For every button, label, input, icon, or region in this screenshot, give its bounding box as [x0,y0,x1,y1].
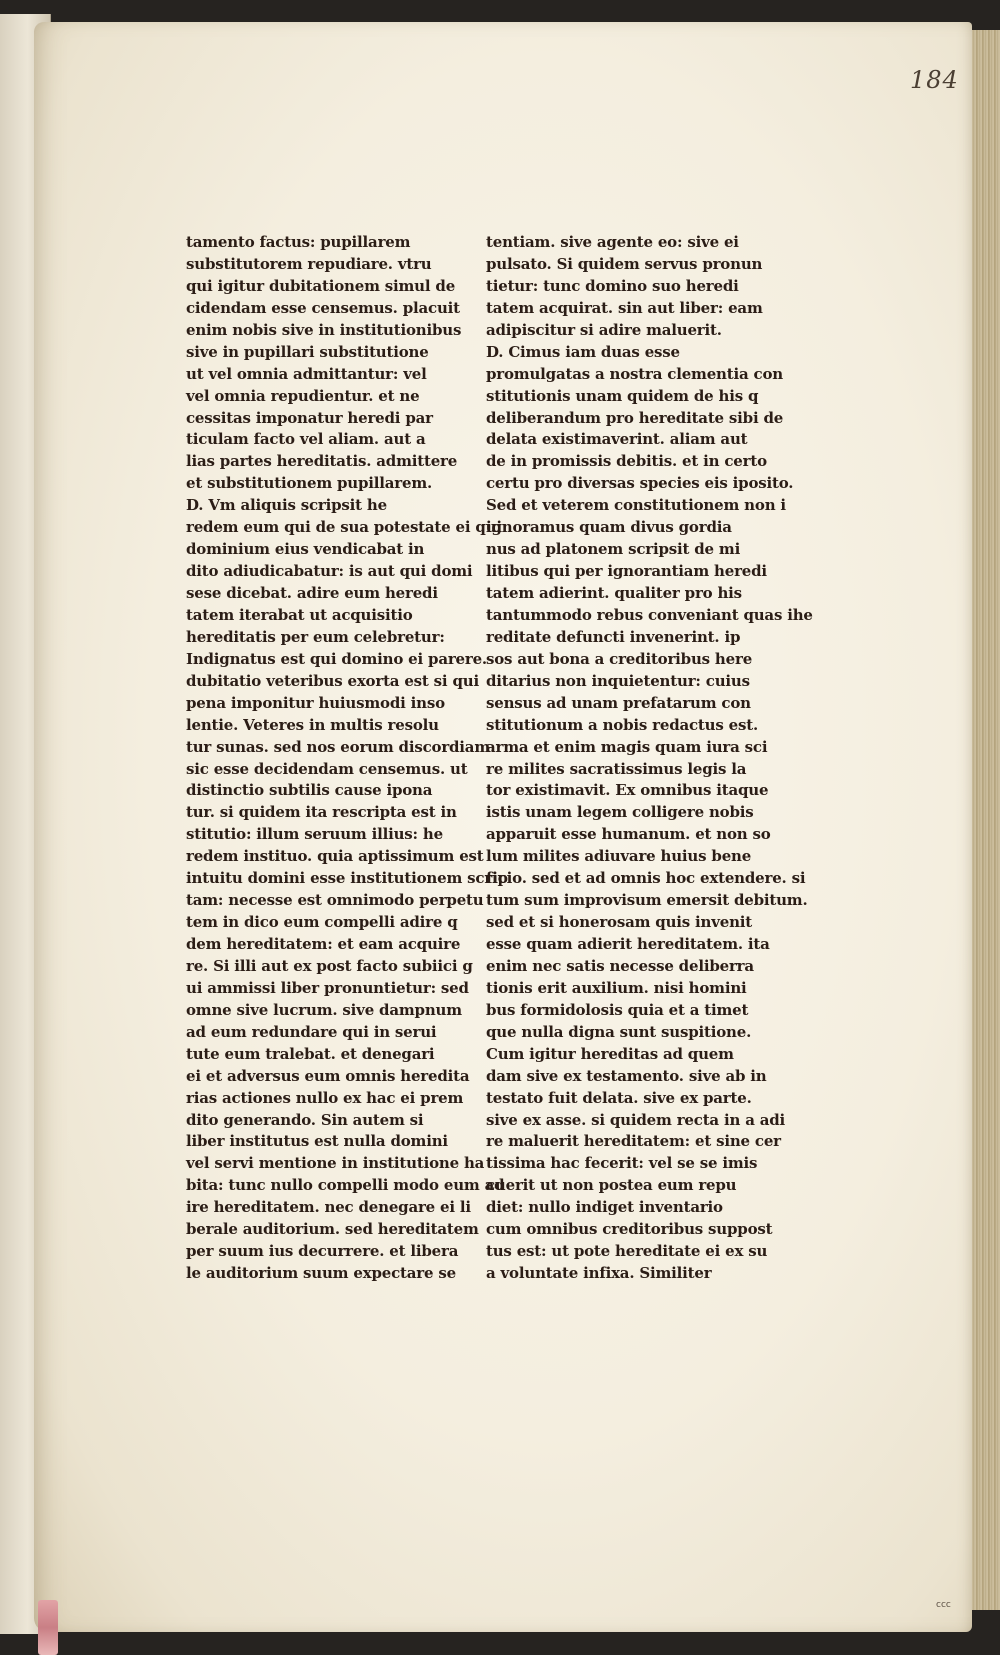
text-line: le auditorium suum expectare se [186,1264,456,1283]
text-line: lum milites adiuvare huius bene [486,847,752,866]
text-line: dubitatio veteribus exorta est si qui [186,671,479,690]
text-line: ditarius non inquietentur: cuius [486,671,750,690]
text-line: ire hereditatem. nec denegare ei li [186,1198,471,1217]
text-line: sed et si honerosam quis invenit [486,913,753,932]
text-line: reditate defuncti invenerint. ip [486,627,741,646]
text-line: adipiscitur si adire maluerit. [486,320,722,339]
text-line: dito adiudicabatur: is aut qui domi [186,562,473,581]
text-line: dominium eius vendicabat in [186,540,425,559]
text-line: testato fuit delata. sive ex parte. [486,1088,752,1107]
text-line: tietur: tunc domino suo heredi [486,276,739,295]
text-line: que nulla digna sunt suspitione. [486,1022,752,1041]
text-line: deliberandum pro hereditate sibi de [486,408,784,427]
text-line: redem instituo. quia aptissimum est [186,847,484,866]
text-line: tus est: ut pote hereditate ei ex su [486,1242,768,1261]
text-line: vel omnia repudientur. et ne [186,386,420,405]
text-line: cessitas imponatur heredi par [186,408,433,427]
text-line: nus ad platonem scripsit de mi [486,540,741,559]
text-line: tute eum tralebat. et denegari [186,1044,435,1063]
text-line: tem in dico eum compelli adire q [186,913,458,932]
text-line: a voluntate infixa. Similiter [486,1264,712,1283]
text-line: ficio. sed et ad omnis hoc extendere. si [486,869,806,888]
text-line: pulsato. Si quidem servus pronun [486,254,763,273]
text-line: intuitu domini esse institutionem scrip [186,869,508,888]
text-line: ticulam facto vel aliam. aut a [186,430,426,449]
text-line: tatem iterabat ut acquisitio [186,605,413,624]
text-line: cum omnibus creditoribus suppost [486,1220,773,1239]
text-line: ui ammissi liber pronuntietur: sed [186,978,469,997]
text-line: Cum igitur hereditas ad quem [486,1044,734,1063]
text-line: cidendam esse censemus. placuit [186,298,460,317]
text-line: et substitutionem pupillarem. [186,474,433,493]
text-line: tur sunas. sed nos eorum discordiam [186,737,491,756]
text-line: re maluerit hereditatem: et sine cer [486,1132,781,1151]
text-line: re. Si illi aut ex post facto subiici g [186,956,473,975]
text-line: bita: tunc nullo compelli modo eum ad [186,1176,505,1195]
text-line: stitutionis unam quidem de his q [486,386,759,405]
text-line: istis unam legem colligere nobis [486,803,754,822]
text-line: sese dicebat. adire eum heredi [186,584,438,602]
text-line: bus formidolosis quia et a timet [486,1000,749,1019]
text-line: tor existimavit. Ex omnibus itaque [486,781,769,800]
text-line: vel servi mentione in institutione ha [186,1154,485,1173]
text-line: pena imponitur huiusmodi inso [186,693,445,712]
quire-mark: ccc [936,1600,951,1610]
text-line: delata existimaverint. aliam aut [486,430,748,449]
text-line: cuerit ut non postea eum repu [486,1176,737,1195]
binding-tab [38,1600,58,1655]
text-line: distinctio subtilis cause ipona [186,781,433,800]
text-line: re milites sacratissimus legis la [486,759,747,778]
text-line: de in promissis debitis. et in certo [486,452,767,471]
text-line: sive ex asse. si quidem recta in a adi [486,1110,786,1129]
text-line: ut vel omnia admittantur: vel [186,364,427,383]
text-line: enim nobis sive in institutionibus [186,320,462,339]
text-line: tatem acquirat. sin aut liber: eam [486,298,763,317]
folio-number: 184 [910,66,959,94]
text-line: dito generando. Sin autem si [186,1110,424,1129]
text-line: dem hereditatem: et eam acquire [186,935,461,953]
text-line: substitutorem repudiare. vtru [186,254,432,273]
text-line: D. Cimus iam duas esse [486,342,680,361]
text-line: per suum ius decurrere. et libera [186,1242,459,1261]
text-line: redem eum qui de sua potestate ei qui [186,518,502,537]
text-line: Sed et veterem constitutionem non i [486,496,786,515]
text-line: D. Vm aliquis scripsit he [186,496,387,515]
text-line: apparuit esse humanum. et non so [486,825,771,844]
text-line: rias actiones nullo ex hac ei prem [186,1088,464,1107]
text-line: sos aut bona a creditoribus here [486,649,753,668]
text-line: tantummodo rebus conveniant quas ihe [486,605,813,624]
text-line: sive in pupillari substitutione [186,342,429,361]
text-line: tur. si quidem ita rescripta est in [186,803,457,822]
text-line: tam: necesse est omnimodo perpetu [186,891,484,910]
text-line: tionis erit auxilium. nisi homini [486,978,747,997]
text-line: diet: nullo indiget inventario [486,1198,723,1217]
text-line: berale auditorium. sed hereditatem [186,1220,479,1239]
text-line: liber institutus est nulla domini [186,1132,448,1151]
text-line: stitutionum a nobis redactus est. [486,715,758,734]
text-column-left [186,232,508,1285]
text-line: tentiam. sive agente eo: sive ei [486,233,739,251]
text-line: enim nec satis necesse deliberra [486,956,754,975]
text-line: litibus qui per ignorantiam heredi [486,562,767,581]
text-line: stitutio: illum seruum illius: he [186,825,443,844]
text-line: esse quam adierit hereditatem. ita [486,935,770,953]
show-through-text [170,1232,760,1246]
text-line: ignoramus quam divus gordia [486,518,732,537]
text-line: promulgatas a nostra clementia con [486,364,783,383]
text-line: sic esse decidendam censemus. ut [186,759,468,778]
text-line: sensus ad unam prefatarum con [486,693,751,712]
text-line: Indignatus est qui domino ei parere. [186,649,487,668]
text-line: omne sive lucrum. sive dampnum [186,1000,462,1019]
text-line: ei et adversus eum omnis heredita [186,1066,470,1085]
text-line: lias partes hereditatis. admittere [186,452,458,471]
text-line: qui igitur dubitationem simul de [186,276,456,295]
text-line: lentie. Veteres in multis resolu [186,715,439,734]
text-line: tatem adierint. qualiter pro his [486,584,742,602]
text-line: certu pro diversas species eis iposito. [486,474,794,493]
text-line: ad eum redundare qui in serui [186,1022,437,1041]
text-line: tamento factus: pupillarem [186,233,411,251]
text-line: tissima hac fecerit: vel se se imis [486,1154,758,1173]
text-line: arma et enim magis quam iura sci [486,737,768,756]
text-line: tum sum improvisum emersit debitum. [486,891,808,910]
text-line: hereditatis per eum celebretur: [186,627,445,646]
text-column-right [486,232,813,1285]
text-line: dam sive ex testamento. sive ab in [486,1066,767,1085]
